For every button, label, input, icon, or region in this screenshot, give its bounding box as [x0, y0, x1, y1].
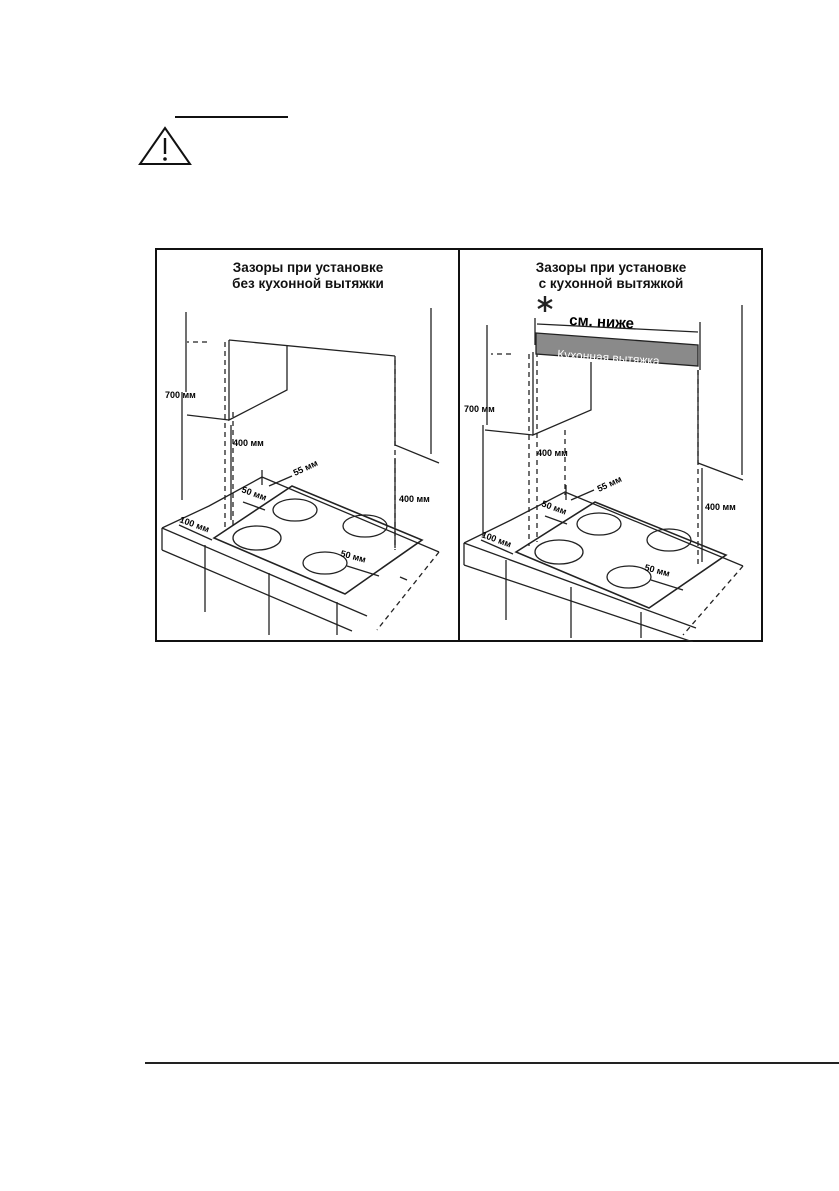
dim-700: 700 мм: [165, 390, 196, 400]
kitchen-drawing-hood: [461, 250, 761, 642]
warning-icon: [138, 126, 192, 166]
dim-55: 55 мм: [595, 473, 624, 494]
panel-divider: [458, 250, 460, 640]
panel-title-line2: с кухонной вытяжкой: [538, 276, 684, 291]
panel-with-hood: [461, 250, 761, 640]
dim-400-wall: 400 мм: [399, 494, 430, 504]
dim-400-wall: 400 мм: [705, 502, 736, 512]
dim-50-left: 50 мм: [540, 498, 569, 517]
footer-rule: [145, 1062, 839, 1064]
dim-50-right: 50 мм: [339, 548, 368, 565]
hood-label: Кухонная вытяжка: [556, 347, 661, 369]
dim-50-right: 50 мм: [643, 562, 672, 579]
dim-400-cabinet: 400 мм: [537, 448, 568, 458]
installation-clearance-figure: [155, 248, 763, 642]
dim-50-left: 50 мм: [240, 484, 269, 503]
dim-55: 55 мм: [291, 457, 320, 478]
kitchen-drawing: [157, 250, 459, 642]
panel-title-line1: Зазоры при установке: [232, 260, 384, 275]
panel-title-line2: без кухонной вытяжки: [232, 276, 384, 291]
heading-underline: [175, 116, 288, 118]
dim-100: 100 мм: [178, 514, 211, 535]
kitchen-hood: [536, 333, 698, 368]
dim-400-cabinet: 400 мм: [233, 438, 264, 448]
panel-title-line1: Зазоры при установке: [535, 260, 687, 275]
dim-700: 700 мм: [464, 404, 495, 414]
panel-without-hood: [157, 250, 459, 640]
dim-100: 100 мм: [480, 529, 513, 550]
see-below-label: см. ниже: [568, 312, 635, 333]
